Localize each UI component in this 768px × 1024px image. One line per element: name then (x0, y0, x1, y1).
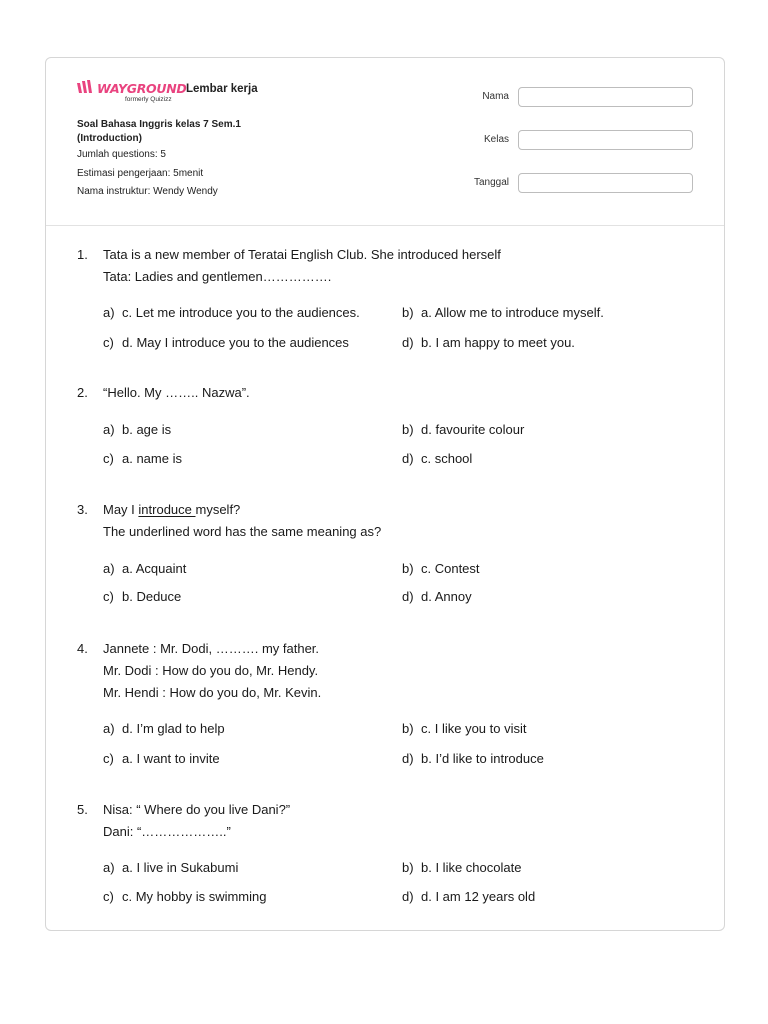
class-field[interactable] (518, 130, 693, 150)
option-letter: a) (103, 561, 115, 576)
option-b[interactable] (402, 721, 526, 736)
option-letter: d) (402, 589, 414, 604)
question-text: Nisa: “ Where do you live Dani?” (103, 802, 291, 817)
option-b[interactable] (402, 422, 524, 437)
name-label: Nama (482, 91, 509, 102)
name-field[interactable] (518, 87, 693, 107)
option-text: b. I’d like to introduce (421, 751, 544, 766)
question-text: Mr. Hendi : How do you do, Mr. Kevin. (103, 685, 322, 700)
option-b[interactable] (402, 561, 480, 576)
option-text: c. My hobby is swimming (122, 889, 267, 904)
option-letter: d) (402, 335, 414, 350)
option-text: b. Deduce (122, 589, 182, 604)
option-letter: b) (402, 305, 414, 320)
date-label: Tanggal (473, 177, 509, 188)
option-letter: a) (103, 860, 115, 875)
option-letter: c) (103, 451, 114, 466)
option-c[interactable] (103, 751, 220, 766)
option-c[interactable] (103, 589, 181, 604)
question-text: Mr. Dodi : How do you do, Mr. Hendy. (103, 663, 319, 678)
option-text: b. age is (122, 422, 172, 437)
instructor-name: Nama instruktur: Wendy Wendy (77, 186, 218, 197)
option-letter: b) (402, 561, 414, 576)
questions-count: Jumlah questions: 5 (77, 149, 166, 160)
option-b[interactable] (402, 860, 521, 875)
question-text: Jannete : Mr. Dodi, ………. my father. (103, 641, 320, 656)
option-letter: d) (402, 451, 414, 466)
option-d[interactable] (402, 751, 544, 766)
option-text: d. I’m glad to help (122, 721, 225, 736)
option-text: a. I live in Sukabumi (122, 860, 239, 875)
worksheet (45, 57, 725, 931)
option-a[interactable] (103, 305, 360, 320)
option-d[interactable] (402, 335, 575, 350)
option-letter: c) (103, 589, 114, 604)
option-text: b. I am happy to meet you. (421, 335, 575, 350)
estimated-duration: Estimasi pengerjaan: 5menit (77, 168, 204, 179)
option-text: c. school (421, 451, 473, 466)
question-text: “Hello. My …….. Nazwa”. (103, 385, 250, 400)
option-text: a. Allow me to introduce myself. (421, 305, 604, 320)
logo-brand-text: WAYGROUND (97, 81, 187, 96)
question-number: 4. (77, 641, 88, 656)
option-letter: d) (402, 889, 414, 904)
option-text: c. I like you to visit (421, 721, 527, 736)
sheet-type-label: Lembar kerja (186, 83, 258, 95)
wayground-logo (77, 80, 187, 106)
option-text: a. I want to invite (122, 751, 220, 766)
option-letter: a) (103, 721, 115, 736)
option-text: d. Annoy (421, 589, 472, 604)
option-letter: b) (402, 860, 414, 875)
question-number: 2. (77, 385, 88, 400)
question-text-part: May I (103, 502, 139, 517)
option-a[interactable] (103, 422, 171, 437)
option-a[interactable] (103, 721, 225, 736)
option-text: c. Let me introduce you to the audiences. (122, 305, 360, 320)
class-label: Kelas (483, 134, 509, 145)
option-letter: b) (402, 721, 414, 736)
option-text: b. I like chocolate (421, 860, 522, 875)
option-c[interactable] (103, 335, 349, 350)
underlined-word: introduce (138, 502, 196, 517)
question-number: 1. (77, 247, 88, 262)
logo-subtitle: formerly Quizizz (125, 96, 172, 103)
option-text: d. I am 12 years old (421, 889, 536, 904)
question-text: The underlined word has the same meaning as? (103, 524, 382, 539)
option-d[interactable] (402, 589, 472, 604)
logo-mark-icon (77, 80, 97, 94)
option-b[interactable] (402, 305, 604, 320)
question-text: Tata is a new member of Teratai English Club. She introduced herself (103, 247, 501, 262)
option-a[interactable] (103, 561, 186, 576)
option-text: a. name is (122, 451, 182, 466)
question-text: Tata: Ladies and gentlemen……………. (103, 269, 332, 284)
option-letter: c) (103, 889, 114, 904)
question-text-part: myself? (195, 502, 241, 517)
option-letter: c) (103, 335, 114, 350)
option-c[interactable] (103, 889, 266, 904)
option-c[interactable] (103, 451, 182, 466)
option-text: d. May I introduce you to the audiences (122, 335, 349, 350)
question-text: Dani: “………………..” (103, 824, 231, 839)
question-text (103, 502, 240, 517)
option-text: c. Contest (421, 561, 480, 576)
option-letter: d) (402, 751, 414, 766)
option-a[interactable] (103, 860, 238, 875)
option-d[interactable] (402, 451, 472, 466)
question-number: 3. (77, 502, 88, 517)
worksheet-title: Soal Bahasa Inggris kelas 7 Sem.1 (Introduction) (77, 119, 241, 144)
option-d[interactable] (402, 889, 535, 904)
option-text: a. Acquaint (122, 561, 187, 576)
option-letter: a) (103, 422, 115, 437)
question-number: 5. (77, 802, 88, 817)
option-letter: b) (402, 422, 414, 437)
date-field[interactable] (518, 173, 693, 193)
worksheet-header (46, 58, 724, 226)
option-letter: c) (103, 751, 114, 766)
option-text: d. favourite colour (421, 422, 525, 437)
option-letter: a) (103, 305, 115, 320)
